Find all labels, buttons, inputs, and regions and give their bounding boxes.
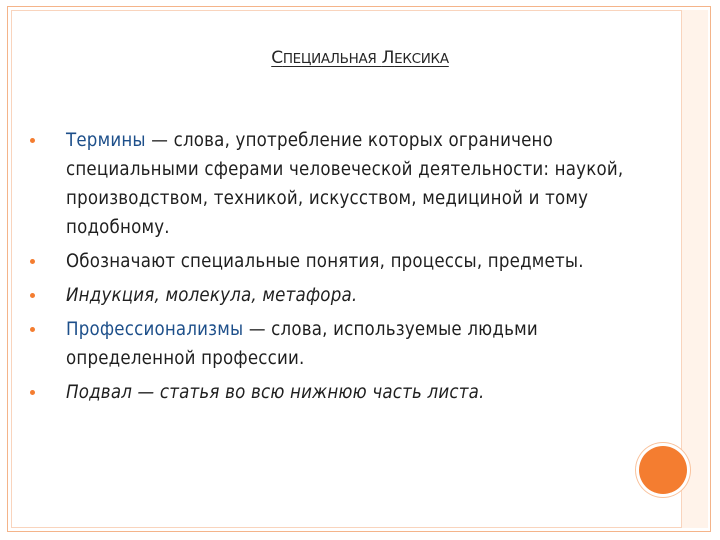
bullet-icon <box>30 138 35 143</box>
term-label: Термины <box>66 130 146 151</box>
bullet-icon <box>30 390 35 395</box>
list-item-text: Индукция, молекула, метафора. <box>66 285 358 306</box>
list-item-text: Подвал — статья во всю нижнюю часть листа. <box>66 382 485 403</box>
decorative-circle <box>639 446 687 494</box>
list-item <box>30 315 630 373</box>
bullet-icon <box>30 293 35 298</box>
bullet-icon <box>30 259 35 264</box>
list-item-text: — слова, используемые людьми определенной профессии. <box>66 319 538 369</box>
list-item-text: — слова, употребление которых ограничено специальными сферами человеческой деятельности: наукой, производством, техникой, искусством, медициной и тому подобному. <box>66 130 624 238</box>
bullet-icon <box>30 327 35 332</box>
term-label: Профессионализмы <box>66 319 244 340</box>
slide-title: СПЕЦИАЛЬНАЯ ЛЕКСИКА <box>271 48 449 68</box>
list-item <box>30 281 630 310</box>
list-item-text: Обозначают специальные понятия, процессы, предметы. <box>66 251 584 272</box>
list-item <box>30 378 630 407</box>
list-item <box>30 247 630 276</box>
bullet-list <box>30 126 630 407</box>
list-item <box>30 126 630 242</box>
slide-edge-strip <box>681 10 708 528</box>
